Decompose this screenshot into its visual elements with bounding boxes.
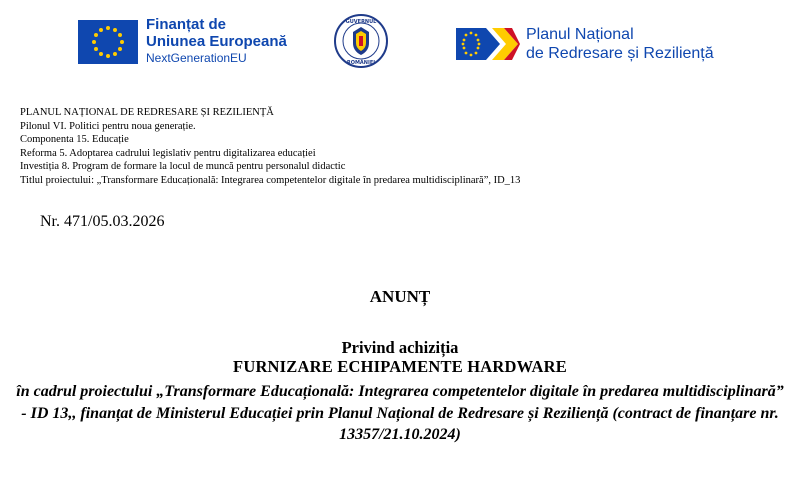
document-title: ANUNȚ: [369, 287, 431, 306]
eu-line-1: Finanțat de: [146, 16, 227, 33]
program-line: Titlul proiectului: „Transformare Educațională: Integrarea competentelor digitale în predarea multidisciplinară”, ID_13: [20, 174, 521, 186]
pnrr-text: [526, 25, 714, 63]
eu-funding-text: [146, 16, 287, 67]
eu-line-3: NextGenerationEU: [146, 51, 247, 65]
eu-flag-icon: [78, 20, 138, 64]
program-info: [20, 106, 520, 188]
program-line: PLANUL NAȚIONAL DE REDRESARE ȘI REZILIENȚĂ: [20, 107, 274, 118]
gov-seal-bottom-text: ROMÂNIEI: [346, 60, 376, 66]
pnrr-line-2: de Redresare și Reziliență: [526, 45, 714, 62]
pnrr-logo: [456, 24, 714, 64]
gov-seal-top-text: GUVERNUL: [345, 19, 377, 25]
document-subtitle: Privind achiziția: [341, 338, 459, 357]
program-line: Reforma 5. Adoptarea cadrului legislativ pentru digitalizarea educației: [20, 147, 316, 159]
document-subject: FURNIZARE ECHIPAMENTE HARDWARE: [233, 357, 567, 376]
document-context: în cadrul proiectului „Transformare Educațională: Integrarea competentelor digitale în predarea multidisciplinară” - ID 13,, finanțat de Ministerul Educației prin Planul Național de Redresare și Reziliență (contract de finanțare nr. 13357/21.10.2024): [16, 383, 784, 443]
program-line: Pilonul VI. Politici pentru noua generație.: [20, 120, 196, 132]
program-line: Investiția 8. Program de formare la locul de muncă pentru personalul didactic: [20, 161, 346, 173]
program-line: Componenta 15. Educație: [20, 134, 129, 146]
eu-line-2: Uniunea Europeană: [146, 33, 287, 50]
eu-funding-logo: [78, 16, 287, 67]
document-number: Nr. 471/05.03.2026: [40, 213, 165, 230]
pnrr-line-1: Planul Național: [526, 26, 634, 43]
romanian-government-seal-icon: [334, 14, 388, 68]
pnrr-flag-icon: [456, 24, 520, 64]
